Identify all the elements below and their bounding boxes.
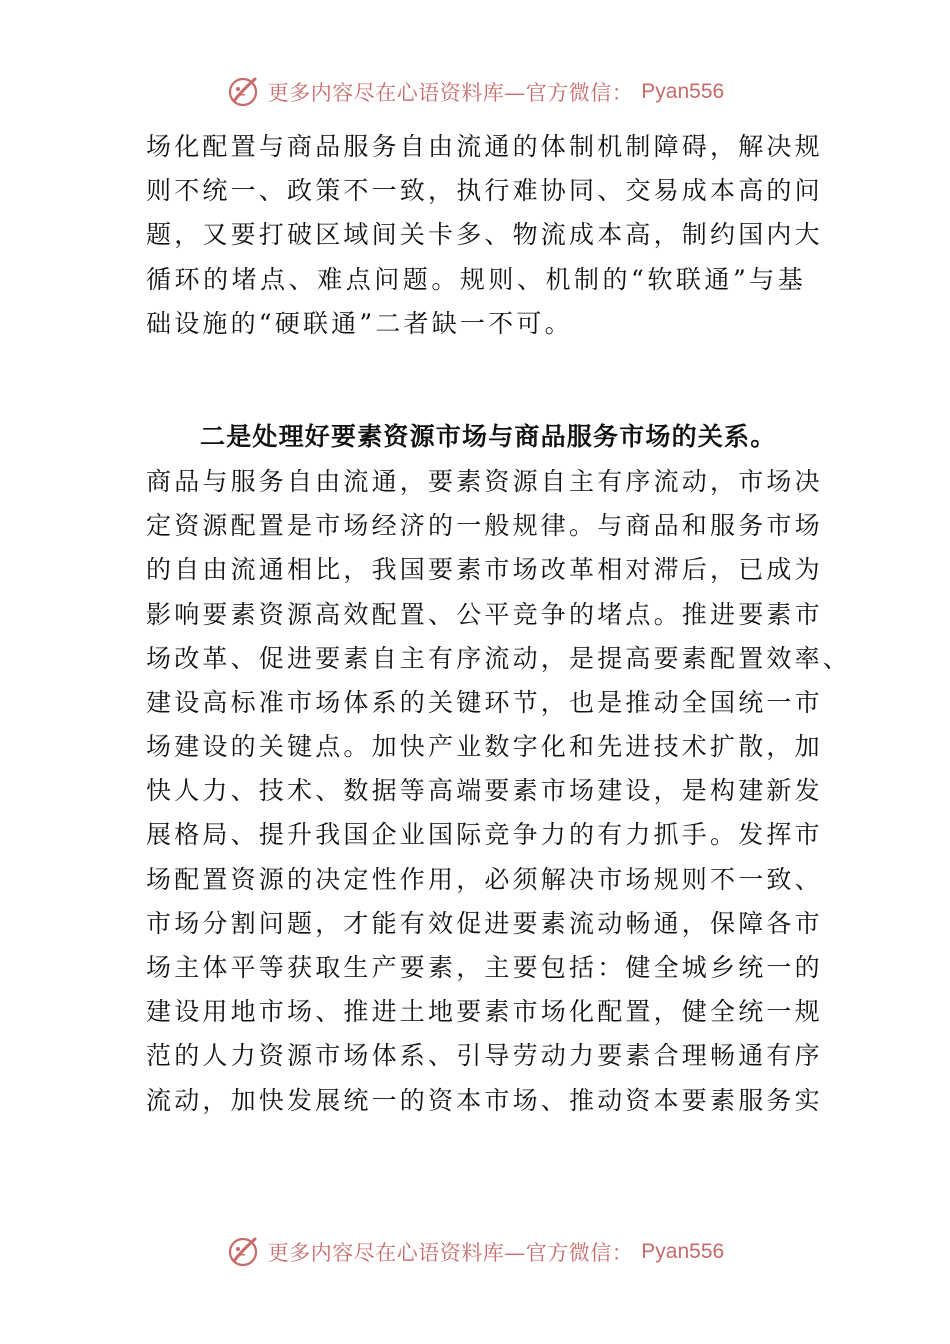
section-heading: 二是处理好要素资源市场与商品服务市场的关系。 [200,421,777,451]
brush-logo-icon [226,1235,260,1269]
footer-watermark [0,1232,950,1272]
text-line: 建设高标准市场体系的关键环节，也是推动全国统一市 [146,687,823,717]
header-watermark [0,72,950,112]
text-line: 场建设的关键点。加快产业数字化和先进技术扩散，加 [146,732,823,762]
brush-logo-icon [226,75,260,109]
watermark-handle: Pyan556 [641,1240,725,1263]
text-line: 题，又要打破区域间关卡多、物流成本高，制约国内大 [146,220,823,250]
paragraph-gap [146,346,806,414]
text-line: 范的人力资源市场体系、引导劳动力要素合理畅通有序 [146,1041,823,1071]
text-line: 市场分割问题，才能有效促进要素流动畅通，保障各市 [146,908,823,938]
text-line: 影响要素资源高效配置、公平竞争的堵点。推进要素市 [146,599,823,629]
text-line: 定资源配置是市场经济的一般规律。与商品和服务市场 [146,511,823,541]
text-line: 础设施的“硬联通”二者缺一不可。 [146,308,573,338]
text-line: 展格局、提升我国企业国际竞争力的有力抓手。发挥市 [146,820,823,850]
text-line: 循环的堵点、难点问题。规则、机制的“软联通”与基 [146,264,806,294]
text-line: 商品与服务自由流通，要素资源自主有序流动，市场决 [146,466,823,496]
watermark-text: 更多内容尽在心语资料库—官方微信： [267,1241,634,1265]
text-line: 场改革、促进要素自主有序流动，是提高要素配置效率、 [146,643,852,673]
text-line: 场化配置与商品服务自由流通的体制机制障碍，解决规 [146,132,823,161]
document-body [146,125,852,1123]
watermark-text: 更多内容尽在心语资料库—官方微信： [267,81,634,105]
text-line: 流动，加快发展统一的资本市场、推动资本要素服务实 [146,1085,823,1115]
watermark-handle: Pyan556 [641,80,725,103]
paragraph-1 [146,125,823,346]
text-line: 场配置资源的决定性作用，必须解决市场规则不一致、 [146,864,823,894]
text-line: 则不统一、政策不一致，执行难协同、交易成本高的问 [146,176,823,206]
text-line: 的自由流通相比，我国要素市场改革相对滞后，已成为 [146,555,823,585]
text-line: 场主体平等获取生产要素，主要包括：健全城乡统一的 [146,953,823,982]
paragraph-2 [146,460,852,1123]
text-line: 快人力、技术、数据等高端要素市场建设，是构建新发 [146,776,823,806]
text-line: 建设用地市场、推进土地要素市场化配置，健全统一规 [146,997,823,1027]
